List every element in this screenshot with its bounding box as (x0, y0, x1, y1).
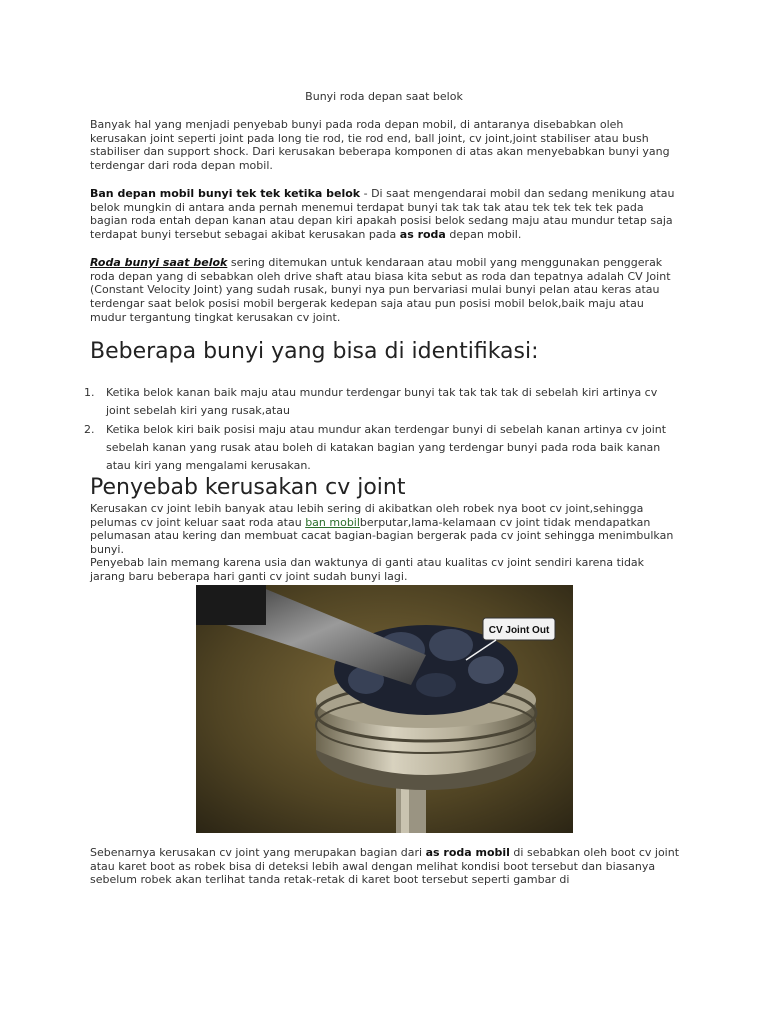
document-title: Bunyi roda depan saat belok (305, 90, 463, 103)
paragraph-text: Kerusakan cv joint lebih banyak atau lebih sering di akibatkan oleh robek nya boot cv joint,sehingga pelumas cv joint keluar saat roda atau (90, 502, 644, 529)
roda-bunyi-emphasis: Roda bunyi saat belok (90, 256, 228, 269)
paragraph-text: sering ditemukan untuk kendaraan atau mobil yang menggunakan penggerak roda depan yang di sebabkan oleh drive shaft atau biasa kita sebut as roda dan tepatnya adalah CV Joint (Constant Velocity Joint) yang sudah rusak, bunyi nya pun bervariasi mulai bunyi pelan atau keras atau terdengar saat belok posisi mobil bergerak kedepan saja atau pun posisi mobil belok,baik maju atau mudur tergantung tingkat kerusakan cv joint. (90, 256, 671, 324)
penyebab-paragraph (90, 502, 680, 583)
bold-term: as roda (399, 228, 446, 242)
list-number: 1. (84, 386, 95, 399)
roda-bunyi-paragraph (90, 256, 680, 325)
paragraph-tail: depan mobil. (445, 228, 522, 242)
photo-label: CV Joint Out (488, 625, 550, 636)
intro-paragraph: Banyak hal yang menjadi penyebab bunyi pada roda depan mobil, di antaranya disebabkan oleh kerusakan joint seperti joint pada long tie rod, tie rod end, ball joint, cv joint,joint stabiliser atau bush stabiliser dan support shock. Dari kerusakan beberapa komponen di atas akan menyebabkan bunyi yang terdengar dari roda depan mobil. (90, 118, 670, 173)
paragraph-text: - Di saat mengendarai mobil dan sedang menikung atau belok mungkin di antara anda pernah menemui terdapat bunyi tak tak tak atau tek tek tek tek pada bagian roda entah depan kanan atau depan kiri apakah posisi belok sedang maju atau mundur tetap saja terdapat bunyi tersebut sebagai akibat kerusakan pada (90, 187, 675, 242)
list-text: Ketika belok kanan baik maju atau mundur terdengar bunyi tak tak tak tak di sebelah kiri artinya cv joint sebelah kiri yang rusak,atau (106, 386, 658, 417)
bold-term: as roda mobil (425, 846, 510, 859)
sound-list (0, 384, 680, 476)
section-heading-penyebab: Penyebab kerusakan cv joint (90, 475, 406, 500)
list-number: 2. (84, 423, 95, 436)
list-text: Ketika belok kiri baik posisi maju atau mundur akan terdengar bunyi di sebelah kanan artinya cv joint sebelah kanan yang rusak atau boleh di katakan bagian yang terdengar bunyi pada roda baik kanan atau kiri yang mengalami kerusakan. (106, 423, 667, 472)
cv-joint-photo (196, 585, 573, 833)
paragraph-text: Penyebab lain memang karena usia dan waktunya di ganti atau kualitas cv joint sendiri karena tidak jarang baru beberapa hari ganti cv joint sudah bunyi lagi. (90, 556, 645, 583)
list-item (0, 421, 680, 475)
list-item (0, 384, 680, 420)
ban-depan-paragraph (90, 187, 680, 242)
paragraph-text: berputar,lama-kelamaan cv joint tidak mendapatkan pelumasan atau kering dan membuat cacat bagian-bagian bergerak pada cv joint sehingga menimbulkan bunyi. (90, 515, 674, 556)
ban-mobil-link[interactable]: ban mobil (305, 515, 360, 529)
paragraph-text: di sebabkan oleh boot cv joint atau karet boot as robek bisa di deteksi lebih awal dengan melihat kondisi boot tersebut dan biasanya sebelum robek akan terlihat tanda retak-retak di karet boot tersebut seperti gambar di (90, 846, 680, 887)
section-heading-identifikasi: Beberapa bunyi yang bisa di identifikasi: (90, 339, 539, 364)
paragraph-text: Sebenarnya kerusakan cv joint yang merupakan bagian dari (90, 846, 426, 859)
closing-paragraph (90, 846, 680, 887)
bold-lead: Ban depan mobil bunyi tek tek ketika belok (90, 187, 361, 200)
